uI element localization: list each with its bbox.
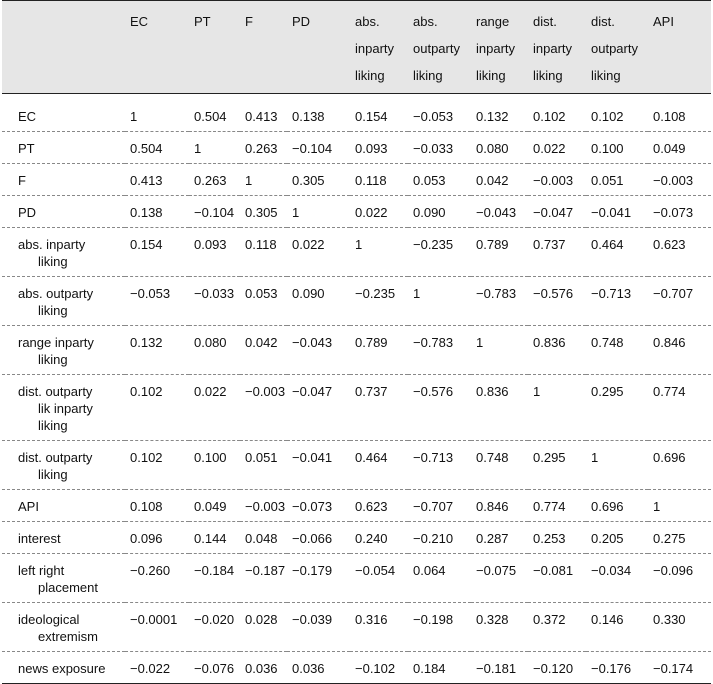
correlation-value: 0.737 (355, 384, 388, 399)
correlation-value: 0.413 (130, 173, 163, 188)
correlation-table-container (2, 0, 711, 684)
correlation-value: 0.093 (194, 237, 227, 252)
column-header (648, 1, 711, 94)
row-label (2, 277, 125, 326)
correlation-value: 1 (653, 499, 661, 514)
correlation-value: 0.623 (653, 237, 686, 252)
correlation-value: 0.080 (476, 141, 509, 156)
correlation-value: −0.003 (653, 173, 694, 188)
correlation-value: 0.048 (245, 531, 278, 546)
table-row (2, 132, 711, 164)
column-header-line: liking (355, 68, 385, 83)
correlation-value: 0.118 (245, 237, 277, 252)
row-label (2, 164, 125, 196)
column-header (471, 1, 528, 94)
row-label-line: abs. outparty (18, 286, 94, 301)
correlation-value: 1 (194, 141, 202, 156)
row-label (2, 228, 125, 277)
correlation-value: 0.138 (292, 109, 325, 124)
row-label-line: placement (38, 580, 98, 595)
correlation-value: −0.047 (292, 384, 333, 399)
row-label (2, 326, 125, 375)
table-row (2, 164, 711, 196)
correlation-value: 0.100 (194, 450, 227, 465)
correlation-value: 1 (476, 335, 484, 350)
correlation-value: −0.707 (413, 499, 454, 514)
correlation-value: −0.003 (245, 384, 286, 399)
column-header-line: outparty (413, 41, 460, 56)
correlation-value: −0.054 (355, 563, 396, 578)
correlation-value: 0.053 (413, 173, 446, 188)
row-label-line: liking (38, 418, 68, 433)
correlation-value: 0.154 (355, 109, 388, 124)
correlation-value: −0.104 (292, 141, 333, 156)
row-label-line: liking (38, 254, 68, 269)
correlation-value: 0.464 (591, 237, 624, 252)
correlation-value: −0.181 (476, 661, 517, 676)
column-header-line: inparty (355, 41, 395, 56)
column-header (240, 1, 287, 94)
column-header-line: API (653, 14, 674, 29)
table-row (2, 228, 711, 277)
correlation-value: 0.330 (653, 612, 686, 627)
column-header (408, 1, 471, 94)
correlation-value: −0.041 (591, 205, 632, 220)
correlation-value: 0.737 (533, 237, 566, 252)
correlation-value: 0.205 (591, 531, 624, 546)
correlation-value: 0.138 (130, 205, 163, 220)
column-header-line: liking (591, 68, 621, 83)
row-label-line: liking (38, 303, 68, 318)
correlation-value: 0.090 (292, 286, 325, 301)
correlation-value: −0.033 (194, 286, 235, 301)
correlation-value: −0.576 (533, 286, 574, 301)
column-header-line: abs. (413, 14, 438, 29)
correlation-value: 0.295 (591, 384, 624, 399)
row-label (2, 375, 125, 441)
correlation-value: 0.102 (533, 109, 566, 124)
column-header-line: range (476, 14, 510, 29)
correlation-value: −0.053 (413, 109, 454, 124)
row-label-line: abs. inparty (18, 237, 86, 252)
correlation-value: 1 (591, 450, 599, 465)
correlation-value: 0.102 (130, 384, 163, 399)
correlation-value: 0.305 (245, 205, 278, 220)
correlation-value: 1 (130, 109, 138, 124)
correlation-value: 0.789 (476, 237, 509, 252)
column-header-line: EC (130, 14, 149, 29)
row-label-line: dist. outparty (18, 384, 93, 399)
row-label-line: F (18, 173, 26, 188)
correlation-value: −0.713 (413, 450, 454, 465)
column-header (287, 1, 350, 94)
column-header (350, 1, 408, 94)
row-label-line: dist. outparty (18, 450, 93, 465)
row-label-line: PT (18, 141, 35, 156)
correlation-value: −0.120 (533, 661, 574, 676)
table-row (2, 441, 711, 490)
correlation-value: 0.132 (476, 109, 509, 124)
row-label-line: left right (18, 563, 65, 578)
correlation-value: 0.028 (245, 612, 278, 627)
row-label-line: range inparty (18, 335, 94, 350)
table-row (2, 94, 711, 132)
column-header (189, 1, 240, 94)
correlation-value: −0.102 (355, 661, 396, 676)
correlation-value: 0.080 (194, 335, 227, 350)
row-label (2, 441, 125, 490)
correlation-value: −0.066 (292, 531, 333, 546)
correlation-value: 0.275 (653, 531, 686, 546)
correlation-value: 1 (413, 286, 421, 301)
column-header-line: PT (194, 14, 211, 29)
correlation-value: −0.081 (533, 563, 574, 578)
correlation-value: −0.174 (653, 661, 694, 676)
correlation-value: −0.053 (130, 286, 171, 301)
correlation-value: −0.020 (194, 612, 235, 627)
row-label-line: lik inparty (38, 401, 93, 416)
correlation-value: 0.051 (245, 450, 278, 465)
correlation-value: 0.049 (653, 141, 686, 156)
correlation-value: 0.022 (194, 384, 227, 399)
correlation-value: −0.576 (413, 384, 454, 399)
correlation-value: 1 (533, 384, 541, 399)
correlation-value: 0.022 (292, 237, 325, 252)
correlation-value: 0.108 (653, 109, 686, 124)
correlation-value: 0.144 (194, 531, 227, 546)
correlation-value: 0.102 (130, 450, 163, 465)
correlation-value: 0.263 (194, 173, 227, 188)
correlation-value: 0.846 (476, 499, 509, 514)
correlation-value: 0.696 (653, 450, 686, 465)
correlation-value: −0.179 (292, 563, 333, 578)
correlation-value: 0.036 (292, 661, 325, 676)
correlation-value: 0.846 (653, 335, 686, 350)
table-row (2, 554, 711, 603)
row-label (2, 196, 125, 228)
column-header-line: liking (476, 68, 506, 83)
correlation-value: 0.053 (245, 286, 278, 301)
correlation-value: 0.108 (130, 499, 163, 514)
row-label-line: liking (38, 467, 68, 482)
correlation-value: −0.034 (591, 563, 632, 578)
column-header (586, 1, 648, 94)
correlation-value: 0.287 (476, 531, 509, 546)
correlation-value: 0.748 (476, 450, 509, 465)
correlation-value: 0.504 (130, 141, 163, 156)
correlation-value: 0.022 (533, 141, 566, 156)
correlation-value: 0.748 (591, 335, 624, 350)
correlation-value: −0.707 (653, 286, 694, 301)
table-row (2, 652, 711, 684)
correlation-value: 0.090 (413, 205, 446, 220)
correlation-value: 0.146 (591, 612, 624, 627)
correlation-value: −0.041 (292, 450, 333, 465)
table-row (2, 375, 711, 441)
correlation-value: 0.263 (245, 141, 278, 156)
correlation-value: 0.154 (130, 237, 163, 252)
correlation-value: 0.184 (413, 661, 446, 676)
row-label-line: EC (18, 109, 37, 124)
correlation-value: 0.464 (355, 450, 388, 465)
correlation-value: 0.328 (476, 612, 509, 627)
correlation-value: 1 (245, 173, 253, 188)
row-label (2, 522, 125, 554)
correlation-value: −0.022 (130, 661, 171, 676)
correlation-value: 0.295 (533, 450, 566, 465)
correlation-value: −0.076 (194, 661, 235, 676)
correlation-value: −0.184 (194, 563, 235, 578)
correlation-value: 0.836 (533, 335, 566, 350)
correlation-value: 0.042 (245, 335, 278, 350)
correlation-value: 0.049 (194, 499, 227, 514)
column-header (125, 1, 189, 94)
column-header-line: PD (292, 14, 311, 29)
row-label-line: news exposure (18, 661, 106, 676)
correlation-value: 0.253 (533, 531, 566, 546)
row-label (2, 490, 125, 522)
correlation-value: 0.836 (476, 384, 509, 399)
correlation-value: −0.187 (245, 563, 286, 578)
column-header-line: liking (413, 68, 443, 83)
row-label (2, 94, 125, 132)
correlation-value: 0.022 (355, 205, 388, 220)
correlation-value: −0.073 (653, 205, 694, 220)
correlation-value: 0.774 (533, 499, 566, 514)
correlation-value: −0.198 (413, 612, 454, 627)
correlation-value: −0.235 (413, 237, 454, 252)
row-label (2, 603, 125, 652)
header-corner-cell (2, 1, 125, 94)
correlation-value: −0.210 (413, 531, 454, 546)
row-label-line: PD (18, 205, 37, 220)
row-label-line: interest (18, 531, 61, 546)
correlation-value: 0.042 (476, 173, 509, 188)
correlation-value: −0.783 (413, 335, 454, 350)
correlation-value: 1 (292, 205, 300, 220)
correlation-value: −0.033 (413, 141, 454, 156)
correlation-value: 0.093 (355, 141, 388, 156)
column-header (528, 1, 586, 94)
correlation-value: 0.316 (355, 612, 388, 627)
row-label (2, 132, 125, 164)
correlation-value: −0.003 (245, 499, 286, 514)
correlation-value: −0.043 (292, 335, 333, 350)
correlation-value: 0.240 (355, 531, 388, 546)
table-row (2, 603, 711, 652)
correlation-value: −0.039 (292, 612, 333, 627)
correlation-value: −0.260 (130, 563, 171, 578)
correlation-value: −0.235 (355, 286, 396, 301)
row-label-line: extremism (38, 629, 98, 644)
correlation-value: 0.696 (591, 499, 624, 514)
table-header (2, 1, 711, 94)
table-row (2, 522, 711, 554)
column-header-line: dist. (533, 14, 557, 29)
table-row (2, 490, 711, 522)
row-label-line: API (18, 499, 39, 514)
correlation-value: 0.504 (194, 109, 227, 124)
header-row (2, 1, 711, 94)
row-label-line: liking (38, 352, 68, 367)
table-row (2, 277, 711, 326)
correlation-value: −0.783 (476, 286, 517, 301)
correlation-value: −0.176 (591, 661, 632, 676)
row-label (2, 554, 125, 603)
column-header-line: outparty (591, 41, 638, 56)
correlation-value: −0.073 (292, 499, 333, 514)
table-body (2, 94, 711, 684)
correlation-value: −0.096 (653, 563, 694, 578)
row-label-line: ideological (18, 612, 80, 627)
correlation-value: −0.075 (476, 563, 517, 578)
column-header-line: abs. (355, 14, 380, 29)
correlation-value: 0.118 (355, 173, 387, 188)
correlation-value: −0.003 (533, 173, 574, 188)
correlation-value: −0.104 (194, 205, 235, 220)
correlation-table (2, 1, 711, 684)
correlation-value: 0.102 (591, 109, 624, 124)
correlation-value: 0.789 (355, 335, 388, 350)
correlation-value: 0.064 (413, 563, 446, 578)
correlation-value: 0.413 (245, 109, 278, 124)
correlation-value: 0.305 (292, 173, 325, 188)
correlation-value: −0.713 (591, 286, 632, 301)
correlation-value: 0.096 (130, 531, 163, 546)
column-header-line: inparty (533, 41, 573, 56)
correlation-value: 0.036 (245, 661, 278, 676)
row-label (2, 652, 125, 684)
table-row (2, 326, 711, 375)
column-header-line: inparty (476, 41, 516, 56)
column-header-line: dist. (591, 14, 615, 29)
correlation-value: −0.047 (533, 205, 574, 220)
correlation-value: 0.372 (533, 612, 566, 627)
correlation-value: 0.132 (130, 335, 163, 350)
correlation-value: 0.051 (591, 173, 624, 188)
column-header-line: liking (533, 68, 563, 83)
table-row (2, 196, 711, 228)
correlation-value: 0.774 (653, 384, 686, 399)
column-header-line: F (245, 14, 253, 29)
correlation-value: −0.043 (476, 205, 517, 220)
correlation-value: 1 (355, 237, 363, 252)
correlation-value: −0.0001 (130, 612, 178, 627)
correlation-value: 0.623 (355, 499, 388, 514)
correlation-value: 0.100 (591, 141, 624, 156)
